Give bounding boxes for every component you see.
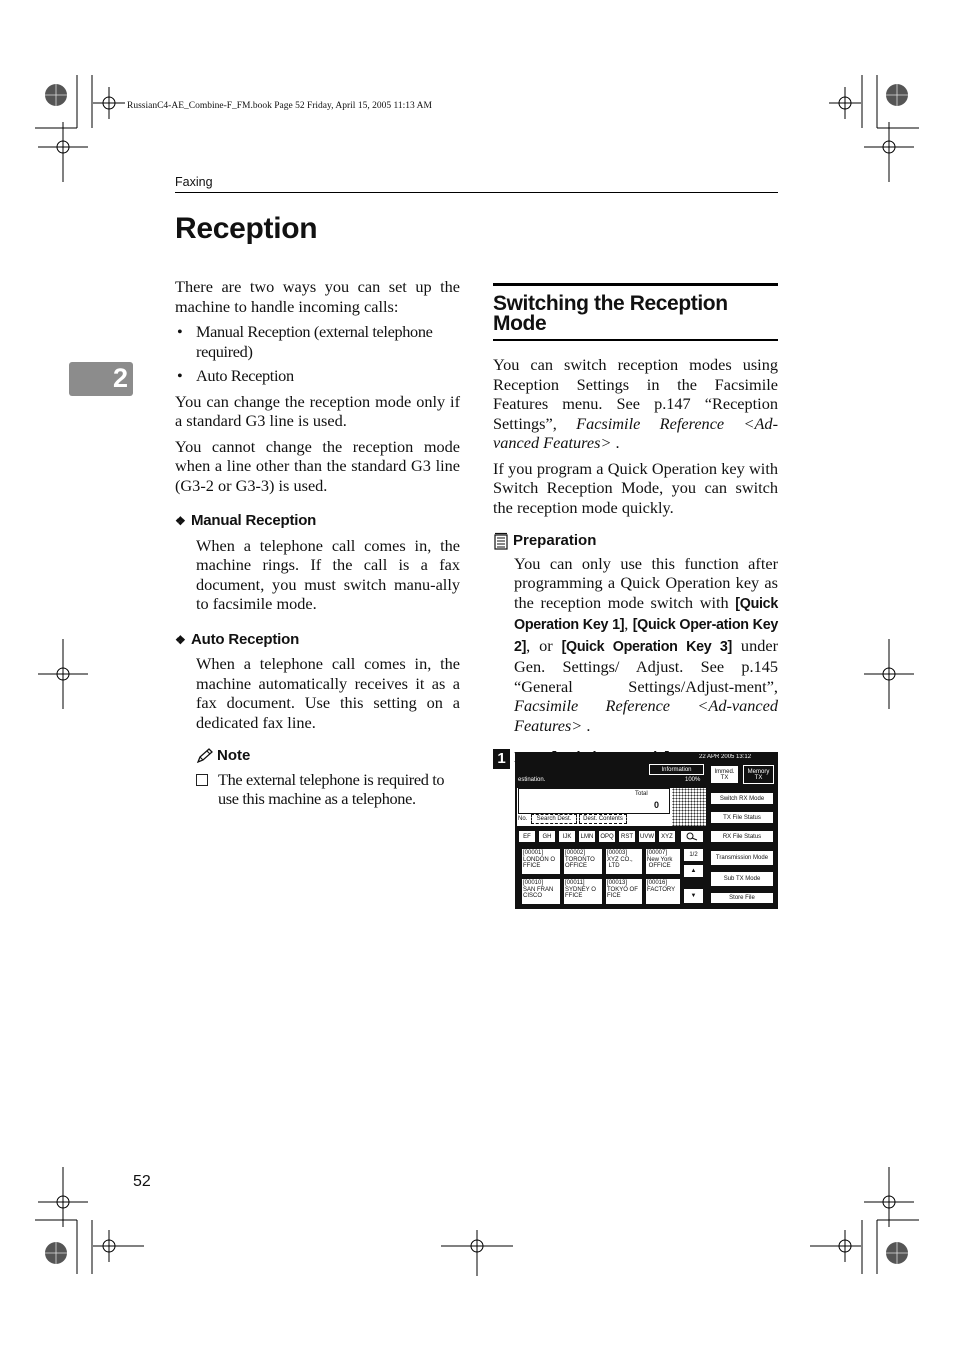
reception-settings-paragraph: You can switch reception modes using Reception Settings in the Facsimile Features menu. See p.147 “Reception Settings”, Facsimile Reference <Ad-vanced Features> . xyxy=(493,355,778,452)
sub-tx-mode-button[interactable]: Sub TX Mode xyxy=(710,871,774,887)
search-icon[interactable] xyxy=(680,830,704,843)
note-heading: Note xyxy=(196,746,460,766)
chapter-number: 2 xyxy=(112,363,128,393)
step-number-icon: 1 xyxy=(493,749,510,769)
print-slug: RussianC4-AE_Combine-F_FM.book Page 52 Friday, April 15, 2005 11:13 AM xyxy=(127,101,432,111)
manual-reception-heading: ❖ Manual Reception xyxy=(175,511,460,532)
left-column xyxy=(175,277,460,809)
auto-reception-heading: ❖ Auto Reception xyxy=(175,630,460,651)
page-indicator: 1/2 xyxy=(683,848,704,862)
list-item: • Auto Reception xyxy=(175,366,460,386)
reception-types-list xyxy=(175,322,460,386)
destination-cell[interactable]: [00002] TORONTO OFFICE xyxy=(563,848,603,875)
number-label: No. xyxy=(518,816,528,822)
section-heading: Switching the Reception Mode xyxy=(493,283,778,341)
letter-tab-lmn[interactable]: LMN xyxy=(578,830,596,843)
transmission-mode-button[interactable]: Transmission Mode xyxy=(710,850,774,866)
g3-other-paragraph: You cannot change the reception mode when a line other than the standard G3 line (G3-2 or G3-3) is used. xyxy=(175,436,460,495)
scroll-up-button[interactable]: ▲ xyxy=(683,864,704,878)
tx-file-status-button[interactable]: TX File Status xyxy=(710,811,774,824)
destination-cell[interactable]: [00016] FACTORY xyxy=(645,878,681,905)
page-title: Reception xyxy=(175,212,318,245)
memory-tx-button[interactable]: Memory TX xyxy=(743,765,774,784)
diamond-bullet-icon: ❖ xyxy=(175,514,186,528)
search-dest-tab[interactable]: Search Dest. xyxy=(531,814,577,824)
destination-cell[interactable]: [00013] TOKYO OF FICE xyxy=(605,878,643,905)
chapter-tab xyxy=(69,362,133,396)
total-value: 0 xyxy=(654,800,660,810)
preparation-text: You can only use this function after programming a Quick Operation key as the reception mode switch with [Quick Operation Key 1], [Quick Oper-ation Key 2], or [Quick Operation Key 3] under Gen. Settings/ Adjust. See p.145 “General Settings/Adjust-ment”, Facsimile Reference <Ad-vanced Features> . xyxy=(514,553,779,735)
diamond-bullet-icon: ❖ xyxy=(175,632,186,647)
letter-tab-rst[interactable]: RST xyxy=(618,830,636,843)
header-rule xyxy=(175,192,778,193)
destination-cell[interactable]: [00001] LONDON O FFICE xyxy=(521,848,561,875)
preparation-heading: Preparation xyxy=(493,531,778,551)
letter-tab-uvw[interactable]: UVW xyxy=(638,830,656,843)
letter-tab-gh[interactable]: GH xyxy=(538,830,556,843)
destination-cell[interactable]: [00011] SYDNEY O FFICE xyxy=(563,878,603,905)
destination-cell[interactable]: [00003] XYZ CO., LTD xyxy=(605,848,643,875)
fax-panel-screenshot xyxy=(515,752,778,909)
auto-reception-text: When a telephone call comes in, the machine automatically receives it as a fax document. Use this setting on a dedicated fax line. xyxy=(196,654,460,732)
letter-tab-xyz[interactable]: XYZ xyxy=(658,830,676,843)
preparation-icon xyxy=(493,532,509,550)
store-file-button[interactable]: Store File xyxy=(710,892,774,904)
running-header: Faxing xyxy=(175,175,213,189)
quick-operation-paragraph: If you program a Quick Operation key with Switch Reception Mode, you can switch the reception mode quickly. xyxy=(493,458,778,517)
panel-dotted-area xyxy=(672,788,706,826)
letter-tab-opq[interactable]: OPQ xyxy=(598,830,616,843)
checkbox-bullet-icon xyxy=(196,774,208,786)
panel-date: 22 APR 2005 13:12 xyxy=(699,754,752,760)
immediate-tx-button[interactable]: Immed. TX xyxy=(710,765,739,784)
rx-file-status-button[interactable]: RX File Status xyxy=(710,830,774,843)
destination-cell[interactable]: [00007] New York OFFICE xyxy=(645,848,681,875)
letter-tab-ef[interactable]: EF xyxy=(518,830,536,843)
destination-label: estination. xyxy=(518,777,546,783)
page-number: 52 xyxy=(133,1173,151,1190)
right-column xyxy=(493,283,778,779)
manual-reception-text: When a telephone call comes in, the machine rings. If the call is a fax document, you must switch manu-ally to facsimile mode. xyxy=(196,535,460,613)
note-item: The external telephone is required to use this machine as a telephone. xyxy=(196,770,460,809)
list-item: • Manual Reception (external telephone required) xyxy=(175,322,460,361)
total-label: Total xyxy=(635,791,648,797)
pencil-icon xyxy=(196,748,214,764)
destination-cell[interactable]: [00010] SAN FRAN CISCO xyxy=(521,878,561,905)
g3-paragraph: You can change the reception mode only if a standard G3 line is used. xyxy=(175,391,460,430)
memory-percentage: 100% xyxy=(685,777,701,783)
scroll-down-button[interactable]: ▼ xyxy=(683,888,704,904)
information-button[interactable]: Information xyxy=(649,764,704,775)
letter-tab-ijk[interactable]: IJK xyxy=(558,830,576,843)
switch-rx-mode-button[interactable]: Switch RX Mode xyxy=(710,792,774,805)
dest-contents-tab[interactable]: Dest. Contents xyxy=(579,814,627,824)
intro-paragraph: There are two ways you can set up the machine to handle incoming calls: xyxy=(175,277,460,316)
